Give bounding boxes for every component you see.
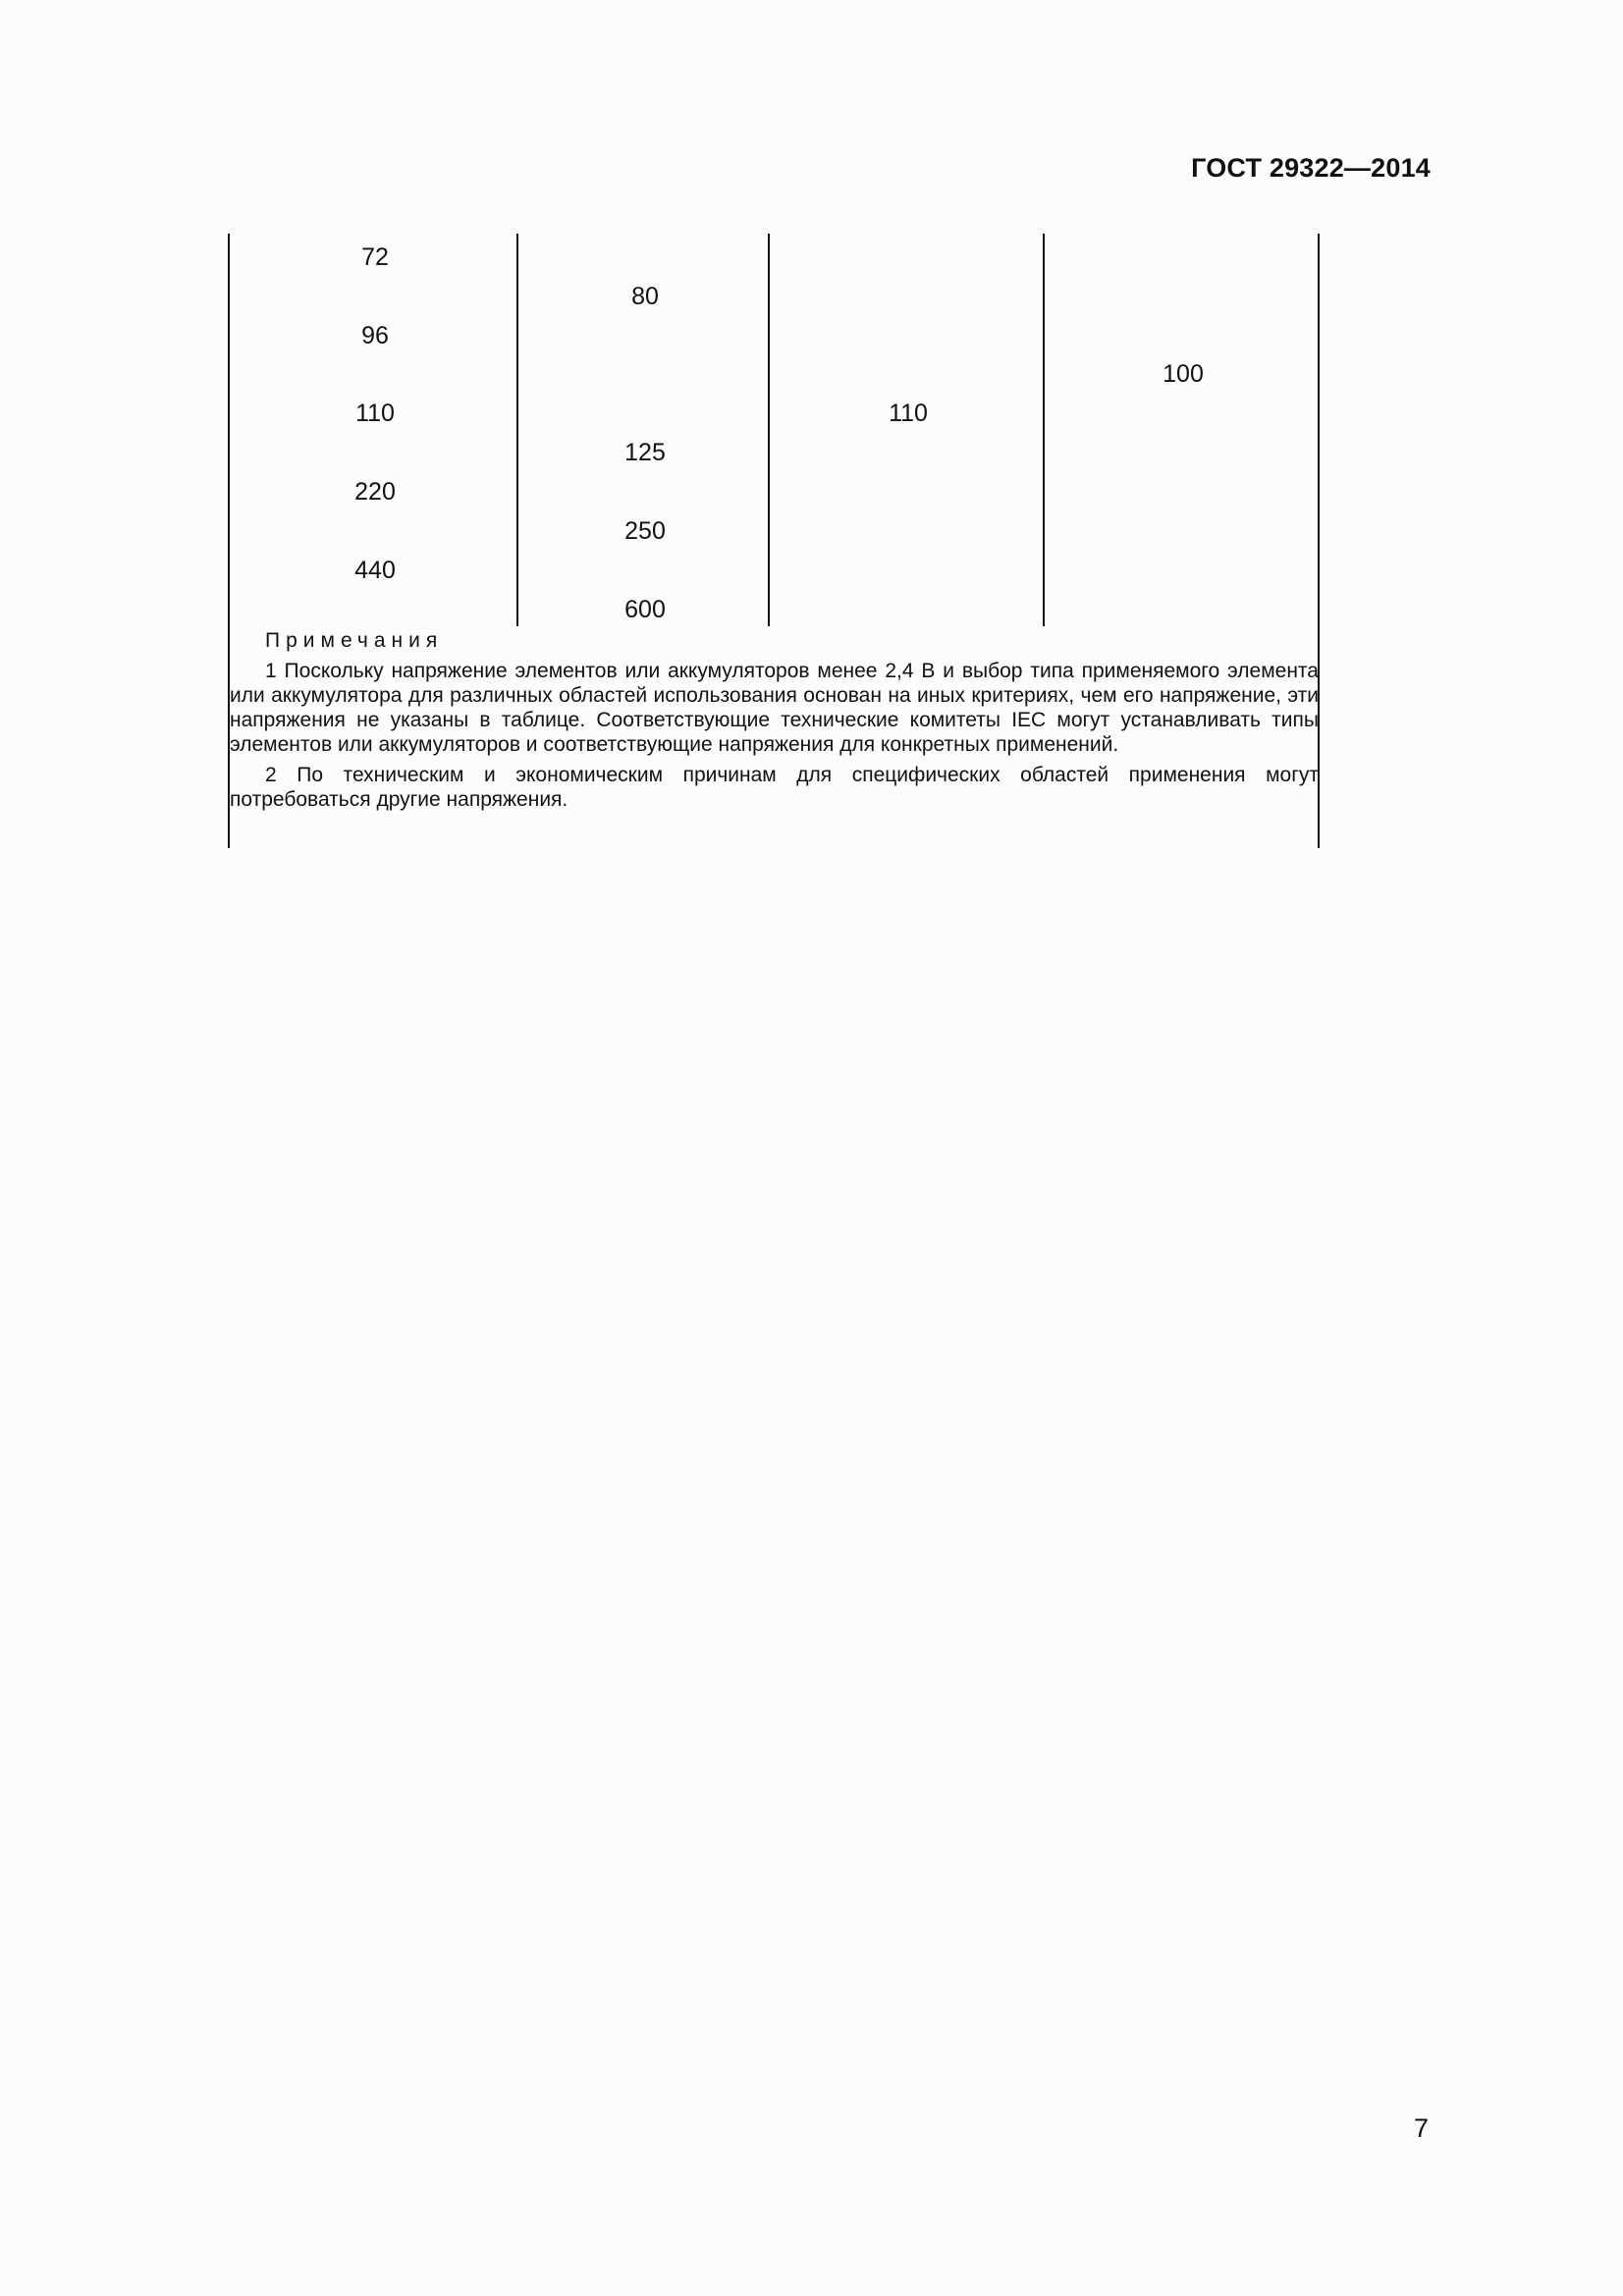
table-cell: 80 — [631, 283, 659, 310]
document-code: ГОСТ 29322—2014 — [1191, 153, 1431, 183]
page-number: 7 — [1413, 2113, 1429, 2143]
table-divider-1 — [516, 234, 518, 626]
table-divider-2 — [768, 234, 770, 626]
table-cell: 440 — [354, 557, 396, 584]
table-cell: 600 — [624, 596, 666, 623]
table-cell: 110 — [889, 400, 928, 427]
table-cell: 100 — [1163, 360, 1204, 388]
table-cell: 110 — [355, 400, 395, 427]
notes-title: Примечания — [265, 629, 444, 652]
table-cell: 72 — [361, 243, 389, 271]
table-cell: 250 — [624, 517, 666, 545]
table-cell: 125 — [624, 439, 666, 466]
note-item: 1 Поскольку напряжение элементов или аккумуляторов менее 2,4 В и выбор типа применяемого элемента или аккумулятора для различных областей использования основан на иных критериях, чем его напряжение, эти напряжения не указаны в таблице. Соответствующие технические комитеты IEC могут устанавливать типы элементов или аккумуляторов и соответствующие напряжения для конкретных применений. — [230, 660, 1319, 756]
note-item: 2 По техническим и экономическим причинам для специфических областей применения могут потребоваться другие напряжения. — [230, 764, 1319, 811]
table-divider-3 — [1043, 234, 1045, 626]
table-cell: 96 — [361, 322, 389, 349]
table-cell: 220 — [354, 478, 396, 506]
table-notes — [230, 628, 1319, 818]
